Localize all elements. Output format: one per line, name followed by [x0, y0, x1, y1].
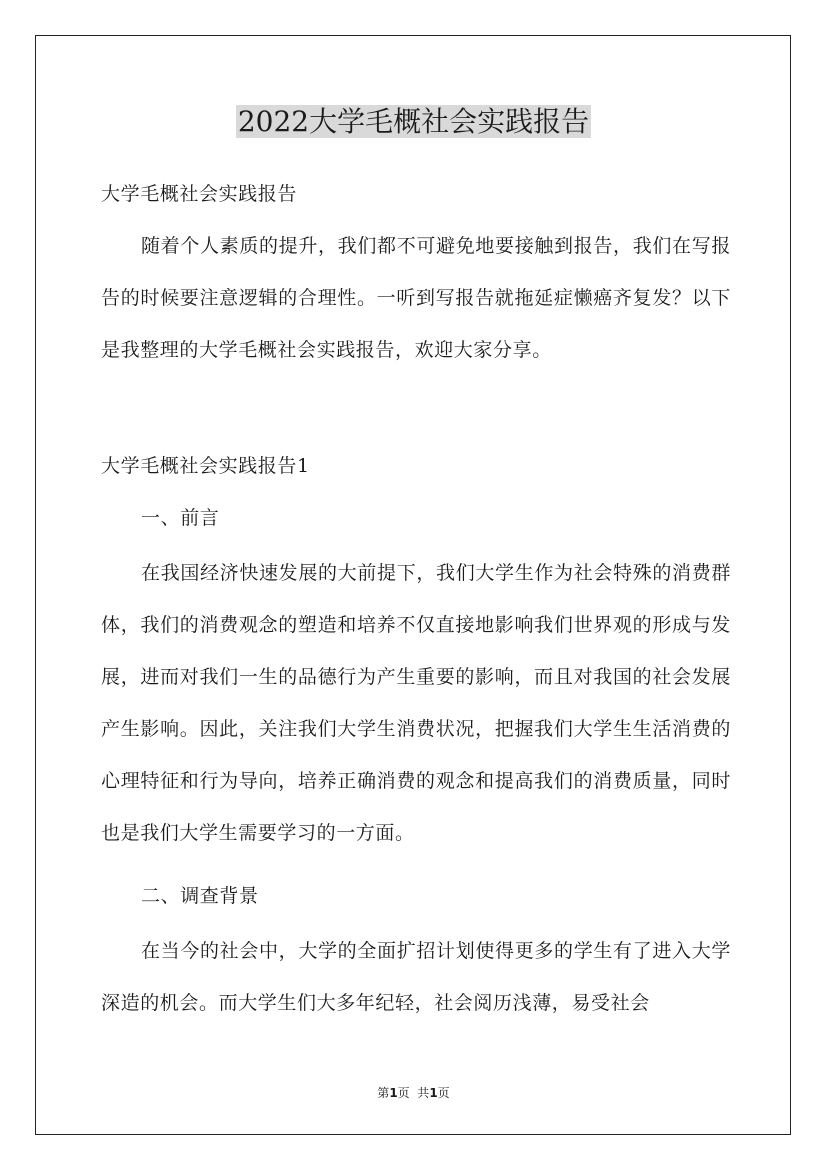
section-title: 大学毛概社会实践报告1 — [101, 455, 310, 477]
footer-page-total: 1 — [429, 1086, 438, 1100]
footer-page-prefix: 第 — [377, 1086, 390, 1100]
intro-paragraph: 随着个人素质的提升，我们都不可避免地要接触到报告，我们在写报告的时候要注意逻辑的合理性。一听到写报告就拖延症懒癌齐复发？以下是我整理的大学毛概社会实践报告，欢迎大家分享。 — [101, 235, 731, 361]
paragraph-preface: 在我国经济快速发展的大前提下，我们大学生作为社会特殊的消费群体，我们的消费观念的塑造和培养不仅直接地影响我们世界观的形成与发展，进而对我们一生的品德行为产生重要的影响，而且对我国的社会发展产生影响。因此，关注我们大学生消费状况，把握我们大学生生活消费的心理特征和行为导向，培养正确消费的观念和提高我们的消费质量，同时也是我们大学生需要学习的一方面。 — [101, 562, 731, 844]
paragraph-background: 在当今的社会中，大学的全面扩招计划使得更多的学生有了进入大学深造的机会。而大学生们大多年纪轻，社会阅历浅薄，易受社会 — [101, 940, 731, 1014]
footer-page-mid: 页 共 — [397, 1086, 430, 1100]
footer-page-suffix: 页 — [437, 1086, 450, 1100]
footer-page-current: 1 — [389, 1086, 398, 1100]
heading-preface: 一、前言 — [141, 507, 220, 529]
document-subtitle: 大学毛概社会实践报告 — [101, 183, 298, 205]
document-title — [0, 100, 827, 144]
heading-background: 二、调查背景 — [141, 885, 259, 907]
document-title-text: 2022大学毛概社会实践报告 — [237, 105, 590, 138]
page-footer — [0, 1084, 827, 1102]
